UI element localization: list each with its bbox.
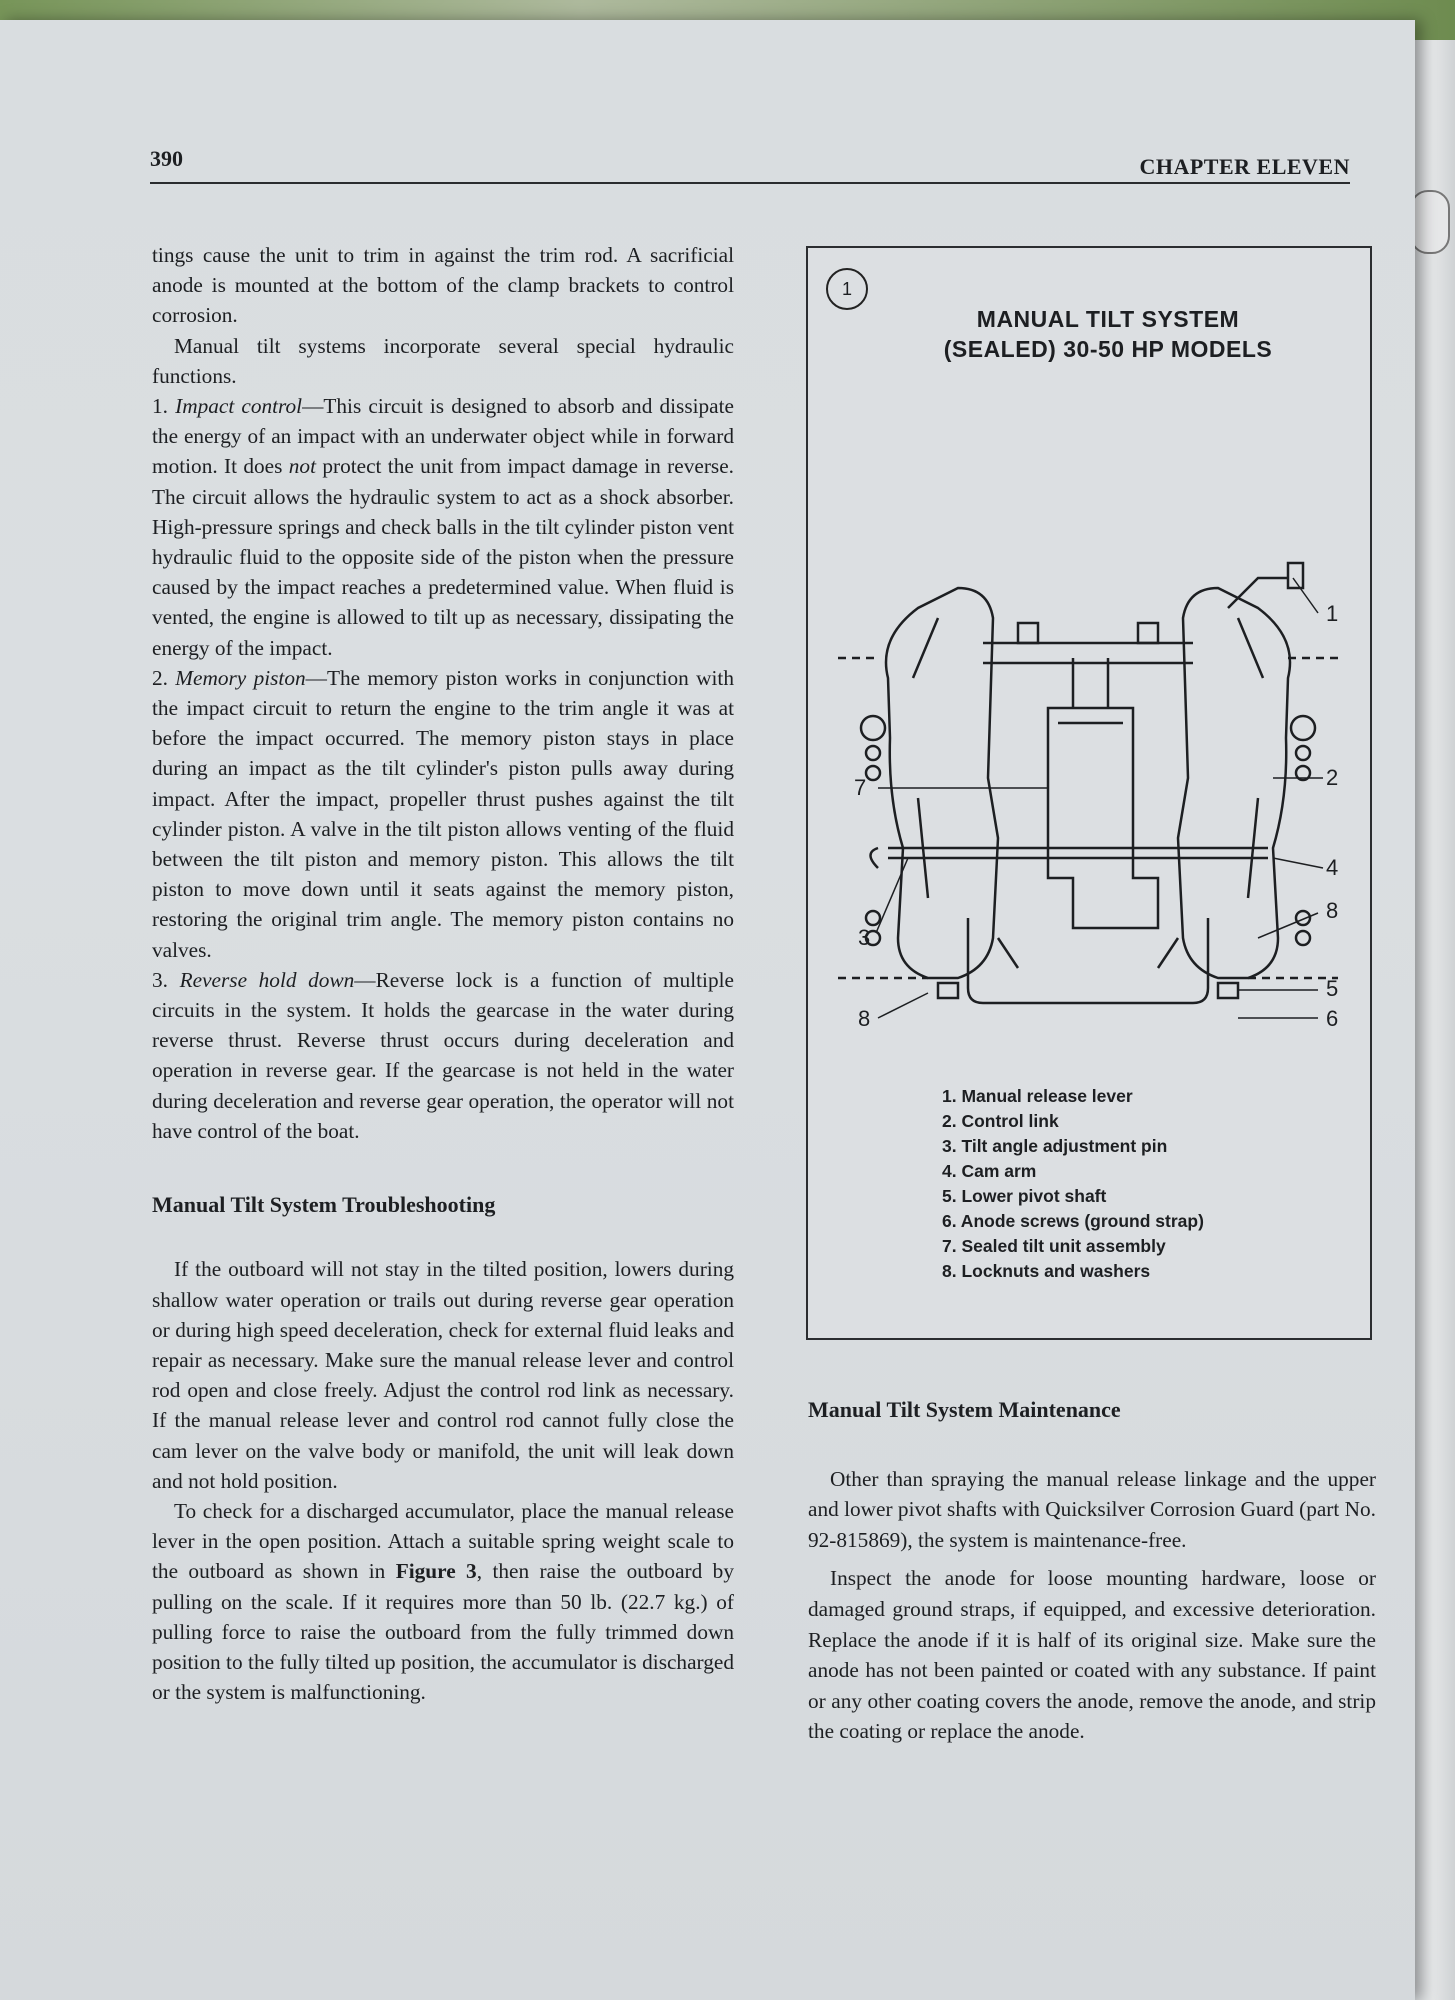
- list-item-memory-piston: [152, 663, 734, 965]
- paragraph-text: , then raise the outboard by pulling on the scale. If it requires more than 50 lb. (22.7 kg.) of pulling force to raise the outboard from the fully trimmed down position to the fully tilted up position, the accumulator is discharged or the system is malfunctioning.: [152, 1559, 734, 1705]
- list-item-text: protect the unit from impact damage in reverse. The circuit allows the hydraulic system to act as a shock absorber. High-pressure springs and check balls in the tilt cylinder piston vent hydraulic fluid to the opposite side of the piston when the pressure caused by the impact reaches a predetermined value. When fluid is vented, the engine is allowed to tilt up as necessary, dissipating the energy of the impact.: [152, 454, 734, 660]
- figure-manual-tilt-system: [806, 246, 1372, 1340]
- figure-title-line2: (SEALED) 30-50 HP MODELS: [943, 336, 1273, 362]
- list-number: 3.: [152, 967, 168, 992]
- figure-number-badge: 1: [826, 268, 868, 310]
- left-column: [152, 240, 734, 1707]
- callout-6: 6: [1326, 1006, 1339, 1031]
- page-header: [150, 140, 1350, 184]
- legend-item: 2. Control link: [942, 1111, 1059, 1131]
- figure-legend: [942, 1084, 1362, 1284]
- section-heading: Manual Tilt System Maintenance: [808, 1397, 1121, 1422]
- figure-reference: Figure 3: [395, 1559, 477, 1584]
- right-column: [808, 1395, 1376, 1747]
- legend-item: 7. Sealed tilt unit assembly: [942, 1236, 1166, 1256]
- page-number: 390: [150, 146, 183, 171]
- chapter-title: CHAPTER ELEVEN: [1139, 154, 1350, 179]
- paragraph: [152, 1496, 734, 1707]
- paragraph: tings cause the unit to trim in against the trim rod. A sacrificial anode is mounted at the bottom of the clamp brackets to control corrosion.: [152, 243, 734, 328]
- legend-item: 3. Tilt angle adjustment pin: [942, 1136, 1168, 1156]
- callout-3: 3: [858, 925, 871, 950]
- paragraph-text: To check for a discharged accumulator, place the manual release lever in the open position. Attach a suitable spring weight scale to the outboard as shown in: [152, 1498, 734, 1584]
- callout-8-lower: 8: [858, 1006, 871, 1031]
- callout-7: 7: [854, 775, 867, 800]
- legend-item: 5. Lower pivot shaft: [942, 1186, 1107, 1206]
- section-heading: Manual Tilt System Troubleshooting: [152, 1192, 496, 1218]
- paragraph: Other than spraying the manual release linkage and the upper and lower pivot shafts with Quicksilver Corrosion Guard (part No. 92-815869), the system is maintenance-free.: [808, 1466, 1376, 1552]
- list-number: 1.: [152, 394, 168, 419]
- list-item-text: —This circuit is designed to absorb and dissipate the energy of an impact with an underwater object while in forward motion. It does: [152, 394, 734, 479]
- page-tab-marker: [1410, 190, 1450, 254]
- list-item-reverse-hold-down: [152, 965, 734, 1146]
- list-item-title: Reverse hold down: [179, 967, 355, 992]
- legend-item: 8. Locknuts and washers: [942, 1261, 1151, 1281]
- paragraph: Manual tilt systems incorporate several special hydraulic functions.: [152, 333, 734, 388]
- callout-1: 1: [1326, 601, 1339, 626]
- figure-title-line1: MANUAL TILT SYSTEM: [976, 306, 1240, 332]
- legend-item: 6. Anode screws (ground strap): [942, 1211, 1204, 1231]
- legend-item: 4. Cam arm: [942, 1161, 1037, 1181]
- callout-8: 8: [1326, 898, 1339, 923]
- paragraph: If the outboard will not stay in the tilted position, lowers during shallow water operation or trails out during reverse gear operation or during high speed deceleration, check for external fluid leaks and repair as necessary. Make sure the manual release lever and control rod open and close freely. Adjust the control rod link as necessary. If the manual release lever and control rod cannot fully close the cam lever on the valve body or manifold, the unit will leak down and not hold position.: [152, 1257, 734, 1493]
- legend-item: 1. Manual release lever: [942, 1086, 1133, 1106]
- tilt-system-diagram: [818, 378, 1358, 1078]
- callout-5: 5: [1326, 976, 1339, 1001]
- list-item-impact-control: [152, 391, 734, 663]
- list-item-text: —The memory piston works in conjunction with the impact circuit to return the engine to the trim angle it was at before the impact occurred. The memory piston stays in place during an impact as the tilt cylinder's piston pulls away during impact. After the impact, propeller thrust pushes against the tilt cylinder piston. A valve in the tilt piston allows venting of the fluid between the tilt piston and memory piston. This allows the tilt piston to move down until it seats against the memory piston, restoring the original trim angle. The memory piston contains no valves.: [152, 665, 734, 962]
- list-item-text: —Reverse lock is a function of multiple circuits in the system. It holds the gearcase in the water during reverse thrust. Reverse thrust occurs during deceleration and operation in reverse gear. If the gearcase is not held in the water during deceleration and reverse gear operation, the operator will not have control of the boat.: [152, 967, 734, 1143]
- callout-4: 4: [1326, 855, 1339, 880]
- emphasis: not: [288, 454, 316, 479]
- callout-2: 2: [1326, 765, 1339, 790]
- list-number: 2.: [152, 665, 168, 690]
- list-item-title: Memory piston: [175, 665, 306, 690]
- paragraph: Inspect the anode for loose mounting hardware, loose or damaged ground straps, if equipped, and excessive deterioration. Replace the anode if it is half of its original size. Make sure the anode has not been painted or coated with any substance. If paint or any other coating covers the anode, remove the anode, and strip the coating or replace the anode.: [808, 1566, 1376, 1744]
- list-item-title: Impact control: [175, 394, 303, 419]
